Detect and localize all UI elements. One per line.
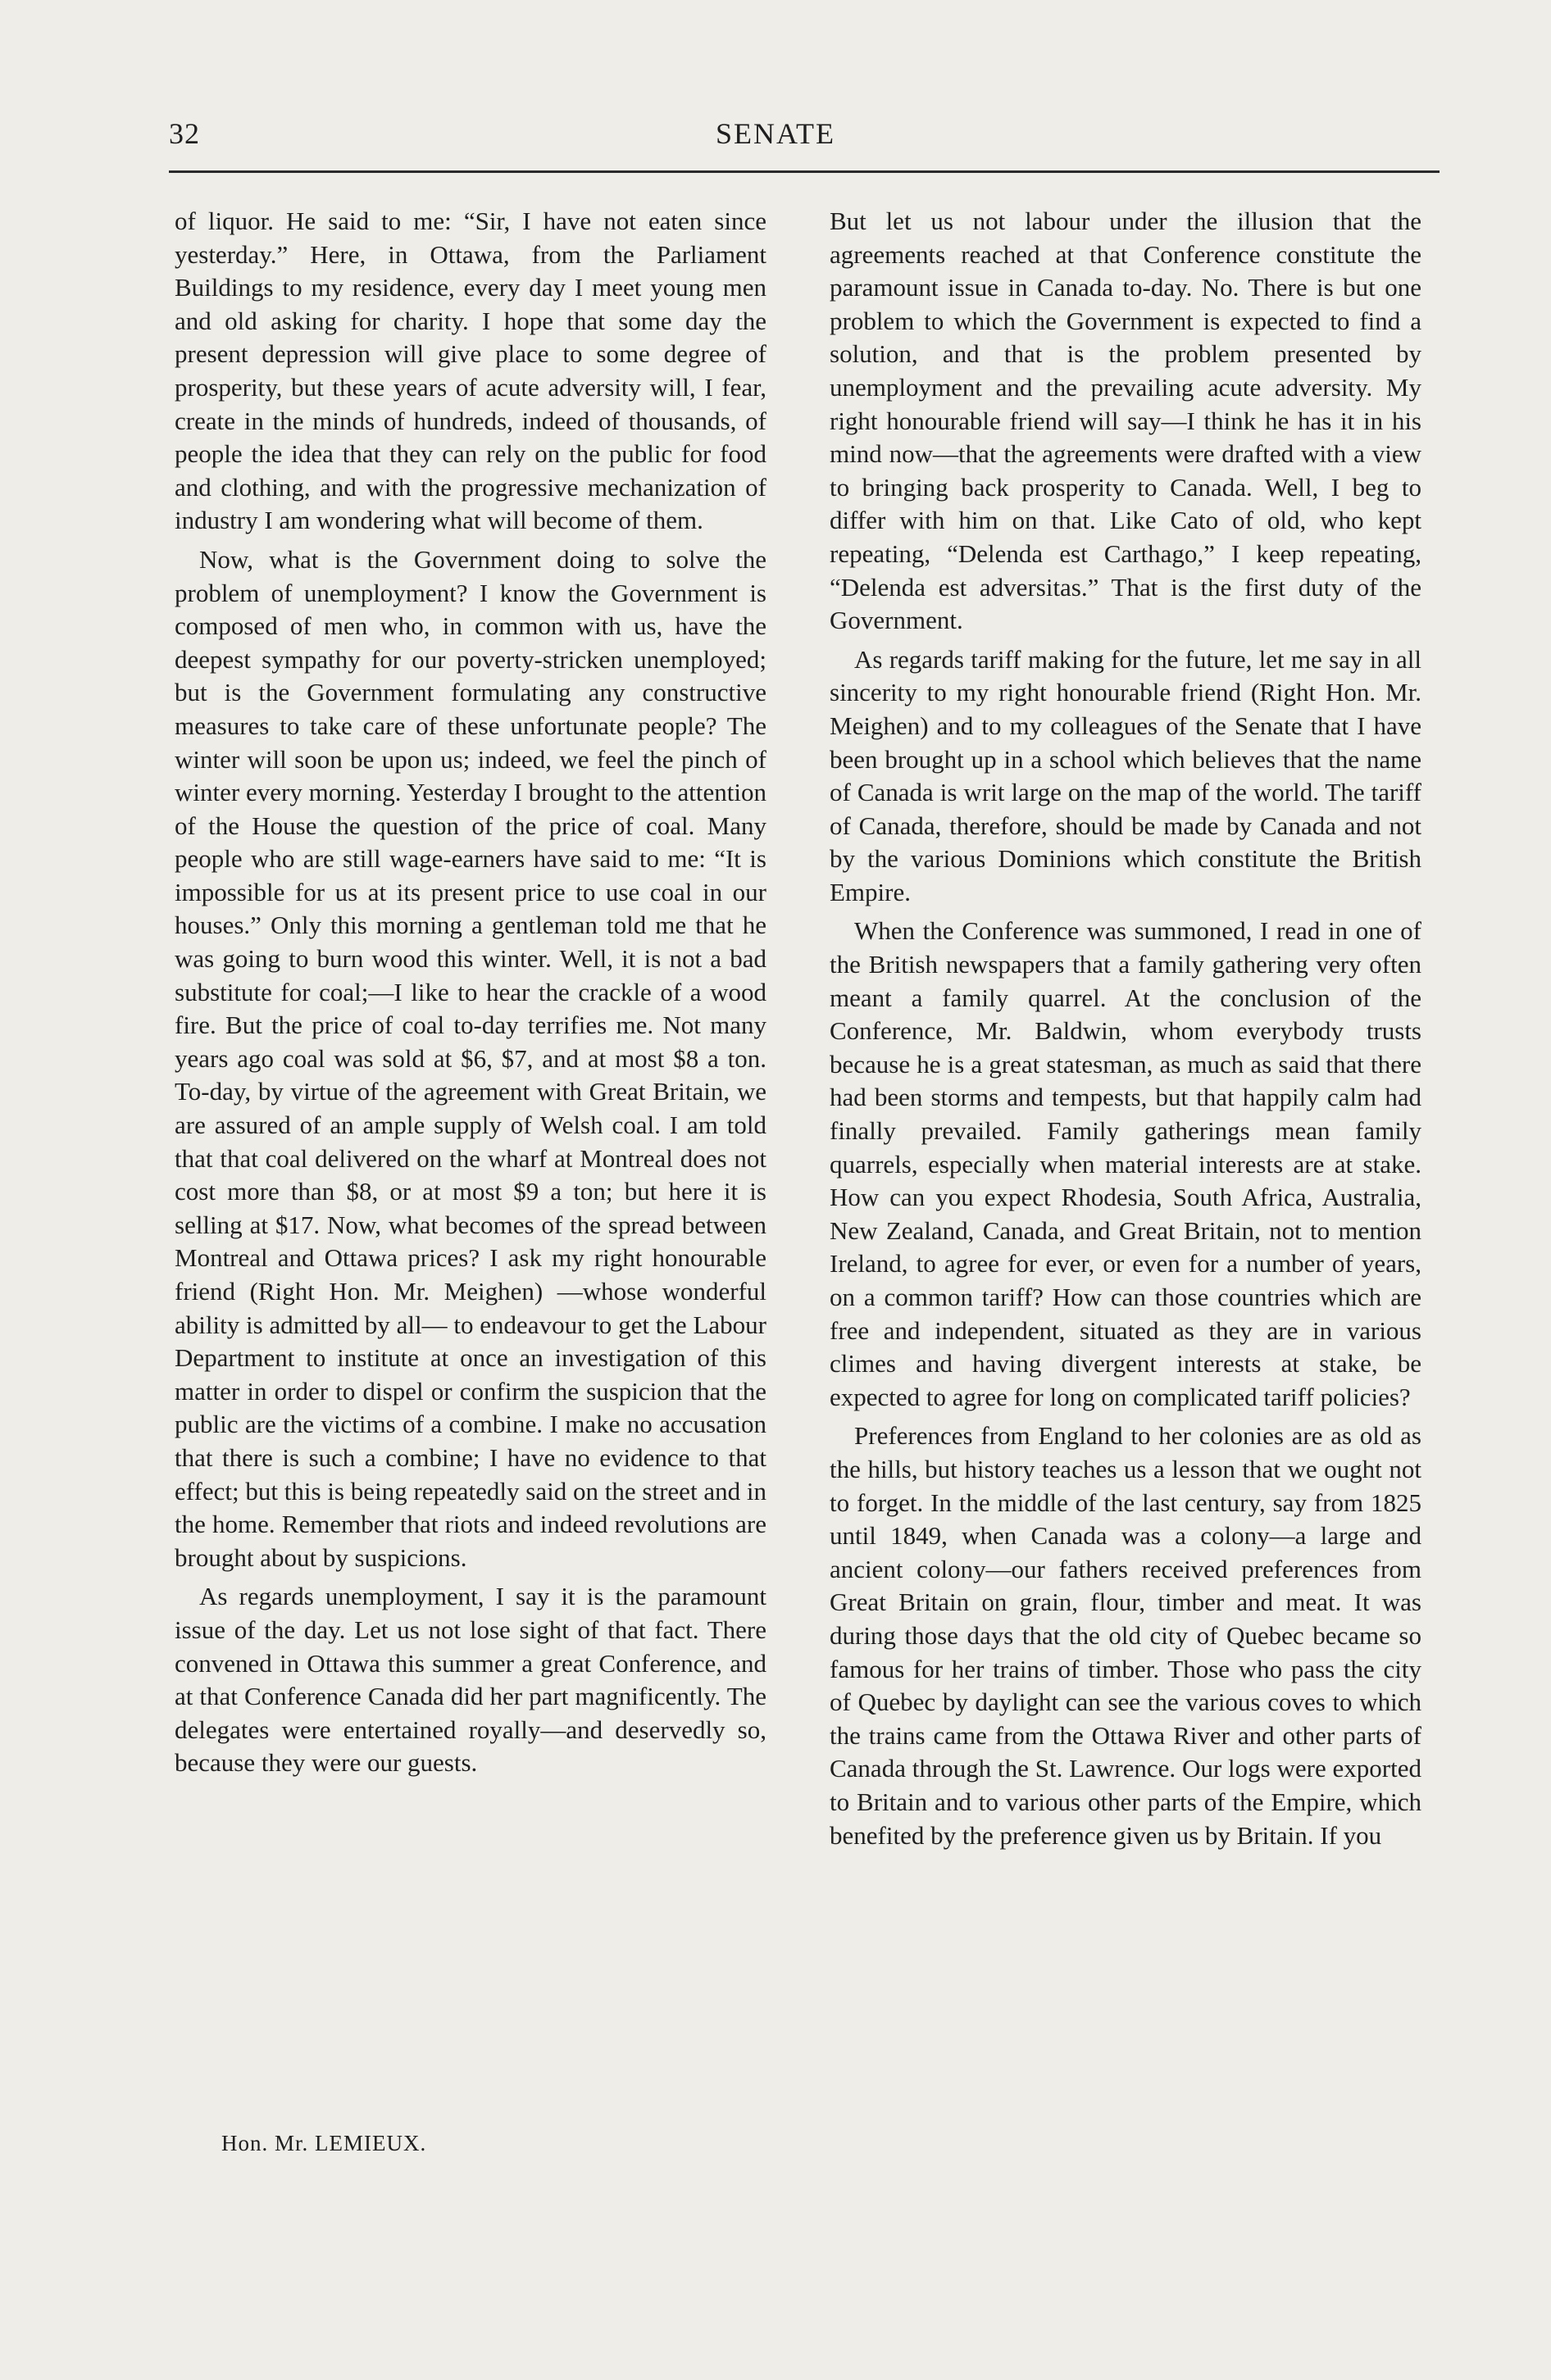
speaker-footer: Hon. Mr. LEMIEUX. (221, 2131, 427, 2155)
paragraph: As regards unemployment, I say it is the paramount issue of the day. Let us not lose sight of that fact. There convened in Ottawa this summer a great Conference, and at that Conference Canada did her part magnificently. The delegates were entertained royally—and deservedly so, because they were our guests. (175, 1582, 766, 1778)
paragraph: As regards tariff making for the future, let me say in all sincerity to my right honourable friend (Right Hon. Mr. Meighen) and to my colleagues of the Senate that I have been brought up in a school which believes that the name of Canada is writ large on the map of the world. The tariff of Canada, therefore, should be made by Canada and not by the various Dominions which constitute the British Empire. (830, 644, 1421, 906)
running-header-title: SENATE (716, 117, 835, 150)
paragraph: Preferences from England to her colonies are as old as the hills, but history teaches us a lesson that we ought not to forget. In the middle of the last century, say from 1825 until 1849, when Canada was a colony—a large and ancient colony—our fathers received preferences from Great Britain on grain, flour, timber and meat. It was during those days that the old city of Quebec became so famous for her trains of timber. Those who pass the city of Quebec by daylight can see the various coves to which the trains came from the Ottawa River and other parts of Canada through the St. Lawrence. Our logs were exported to Britain and to various other parts of the Empire, which benefited by the preference given us by Britain. If you (830, 1421, 1421, 1850)
header-rule (169, 170, 1440, 173)
paragraph: of liquor. He said to me: “Sir, I have not eaten since yesterday.” Here, in Ottawa, from the Parliament Buildings to my residence, every day I meet young men and old asking for charity. I hope that some day the present depression will give place to some degree of prosperity, but these years of acute adversity will, I fear, create in the minds of hundreds, indeed of thousands, of people the idea that they can rely on the public for food and clothing, and with the progressive mechanization of industry I am wondering what will become of them. (175, 207, 766, 535)
paragraph: Now, what is the Government doing to solve the problem of unemployment? I know the Government is composed of men who, in common with us, have the deepest sympathy for our poverty-stricken unemployed; but is the Government formulating any constructive measures to take care of these unfortunate people? The winter will soon be upon us; indeed, we feel the pinch of winter every morning. Yesterday I brought to the attention of the House the question of the price of coal. Many people who are still wage-earners have said to me: “It is impossible for us at its present price to use coal in our houses.” Only this morning a gentleman told me that he was going to burn wood this winter. Well, it is not a bad substitute for coal;—I like to hear the crackle of a wood fire. But the price of coal to-day terrifies me. Not many years ago coal was sold at $6, $7, and at most $8 a ton. To-day, by virtue of the agreement with Great Britain, we are assured of an ample supply of Welsh coal. I am told that that coal delivered on the wharf at Montreal does not cost more than $8, or at most $9 a ton; but here it is selling at $17. Now, what becomes of the spread between Montreal and Ottawa prices? I ask my right honourable friend (Right Hon. Mr. Meighen) —whose wonderful ability is admitted by all— to endeavour to get the Labour Department to institute at once an investigation of this matter in order to dispel or confirm the suspicion that the public are the victims of a combine. I make no accusation that there is such a combine; I have no evidence to that effect; but this is being repeatedly said on the street and in the home. Remember that riots and indeed revolutions are brought about by suspicions. (175, 544, 766, 1572)
page-number: 32 (169, 117, 200, 150)
paragraph: But let us not labour under the illusion that the agreements reached at that Conference constitute the paramount issue in Canada to-day. No. There is but one problem to which the Government is expected to find a solution, and that is the problem presented by unemployment and the prevailing acute adversity. My right honourable friend will say—I think he has it in his mind now—that the agreements were drafted with a view to bringing back prosperity to Canada. Well, I beg to differ with him on that. Like Cato of old, who kept repeating, “Delenda est Carthago,” I keep repeating, “Delenda est adversitas.” That is the first duty of the Government. (830, 207, 1421, 635)
left-column (175, 205, 766, 1786)
paragraph: When the Conference was summoned, I read in one of the British newspapers that a family gathering very often meant a family quarrel. At the conclusion of the Conference, Mr. Baldwin, whom everybody trusts because he is a great statesman, as much as said that there had been storms and tempests, but that happily calm had finally prevailed. Family gatherings mean family quarrels, especially when material interests are at stake. How can you expect Rhodesia, South Africa, Australia, New Zealand, Canada, and Great Britain, not to mention Ireland, to agree for ever, or even for a number of years, on a common tariff? How can those countries which are free and independent, situated as they are in various climes and having divergent interests at stake, be expected to agree for long on complicated tariff policies? (830, 916, 1421, 1411)
right-column (830, 205, 1421, 1858)
